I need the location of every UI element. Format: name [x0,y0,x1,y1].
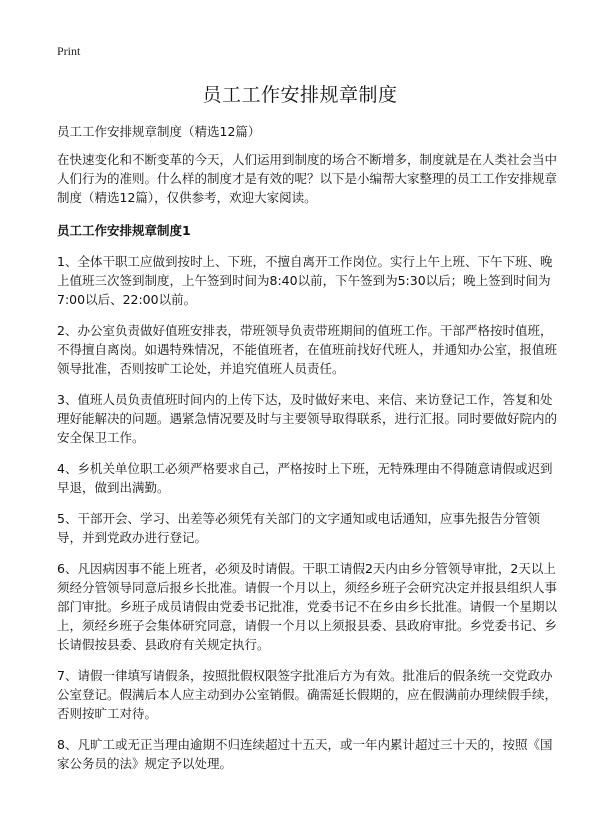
intro-paragraph: 在快速变化和不断变革的今天，人们运用到制度的场合不断增多，制度就是在人类社会当中人们行为的准则。什么样的制度才是有效的呢？以下是小编帮大家整理的员工工作安排规章制度（精选12篇），仅供参考，欢迎大家阅读。 [57,152,558,205]
rule-paragraph-4: 4、乡机关单位职工必须严格要求自己，严格按时上下班，无特殊理由不得随意请假或迟到早退，做到出满勤。 [57,461,553,495]
rule-paragraph-1: 1、全体干职工应做到按时上、下班，不擅自离开工作岗位。实行上午上班、下午下班、晚上值班三次签到制度，上午签到时间为8:40以前，下午签到为5:30以后；晚上签到时间为7:00以后、22:00以前。 [57,254,553,307]
rule-paragraph-7: 7、请假一律填写请假条，按照批假权限签字批准后方为有效。批准后的假条统一交党政办公室登记。假满后本人应主动到办公室销假。确需延长假期的，应在假满前办理续假手续，否则按旷工对待。 [57,668,558,721]
rule-paragraph-8: 8、凡旷工或无正当理由逾期不归连续超过十五天，或一年内累计超过三十天的，按照《国家公务员的法》规定予以处理。 [57,737,553,771]
rule-paragraph-2: 2、办公室负责做好值班安排表，带班领导负责带班期间的值班工作。干部严格按时值班，不得擅自离岗。如遇特殊情况，不能值班者，在值班前找好代班人，并通知办公室，报值班领导批准，否则按旷工论处，并追究值班人员责任。 [57,323,558,376]
rule-paragraph-3: 3、值班人员负责值班时间内的上传下达，及时做好来电、来信、来访登记工作，答复和处理好能解决的问题。遇紧急情况要及时与主要领导取得联系，进行汇报。同时要做好院内的安全保卫工作。 [57,392,558,445]
rule-paragraph-5: 5、干部开会、学习、出差等必须凭有关部门的文字通知或电话通知，应事先报告分管领导，并到党政办进行登记。 [57,511,540,545]
page-title: 员工工作安排规章制度 [202,84,398,106]
print-link[interactable]: Print [57,44,81,58]
section-heading: 员工工作安排规章制度1 [57,223,191,238]
rule-paragraph-6: 6、凡因病因事不能上班者，必须及时请假。干职工请假2天内由乡分管领导审批，2天以上须经分管领导同意后报乡长批准。请假一个月以上，须经乡班子会研究决定并报县组织人事部门审批。乡班子成员请假由党委书记批准，党委书记不在乡由乡长批准。请假一个星期以上，须经乡班子会集体研究同意，请假一个月以上须报县委、县政府审批。乡党委书记、乡长请假按县委、县政府有关规定执行。 [57,561,558,652]
article-subtitle: 员工工作安排规章制度（精选12篇） [57,124,261,139]
article-body [57,122,557,785]
